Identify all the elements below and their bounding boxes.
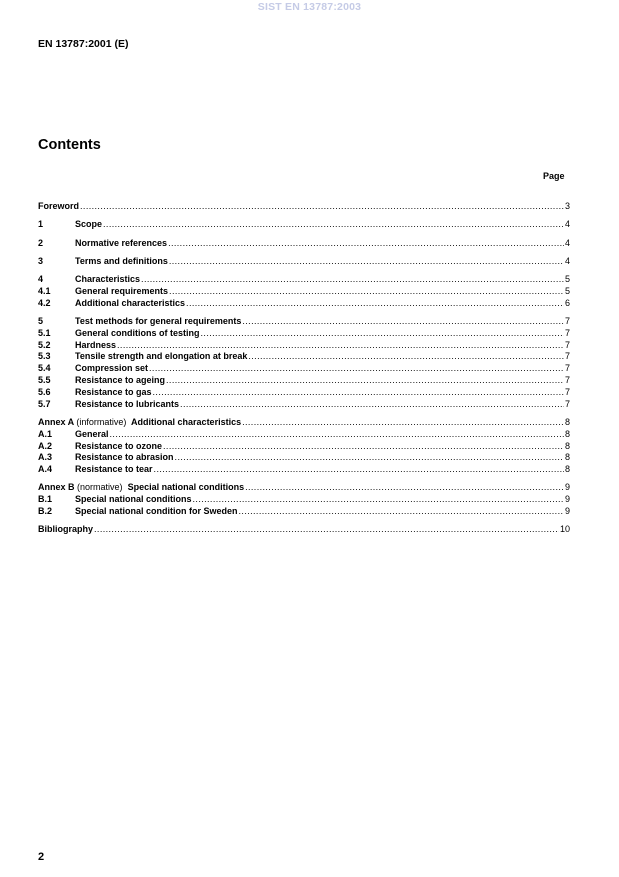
toc-entry-characteristics[interactable] bbox=[38, 274, 570, 286]
toc-leader-dots bbox=[242, 417, 564, 429]
toc-entry-additional-characteristics[interactable] bbox=[38, 298, 570, 310]
toc-entry-special-national-condition-sweden[interactable] bbox=[38, 506, 570, 518]
toc-leader-dots bbox=[149, 363, 564, 375]
toc-entry-title: General bbox=[75, 428, 109, 439]
toc-entry-scope[interactable] bbox=[38, 219, 570, 231]
toc-entry-number: B.2 bbox=[38, 506, 53, 517]
toc-entry-test-methods[interactable] bbox=[38, 316, 570, 328]
toc-leader-dots bbox=[166, 375, 564, 387]
toc-entry-page: 5 bbox=[564, 285, 570, 296]
toc-entry-hardness[interactable] bbox=[38, 340, 570, 352]
toc-entry-page: 10 bbox=[559, 524, 570, 535]
toc-leader-dots bbox=[168, 238, 564, 250]
toc-entry-page: 4 bbox=[564, 255, 570, 266]
toc-entry-page: 9 bbox=[564, 506, 570, 517]
annex-title: Additional characteristics bbox=[131, 416, 242, 427]
toc-entry-number: 5.3 bbox=[38, 351, 51, 362]
annex-note: (informative) bbox=[76, 416, 127, 427]
toc-entry-title: Compression set bbox=[75, 363, 149, 374]
toc-entry-page: 7 bbox=[564, 398, 570, 409]
toc-leader-dots bbox=[248, 351, 564, 363]
toc-entry-page: 8 bbox=[564, 416, 570, 427]
toc-entry-title: Bibliography bbox=[38, 524, 94, 535]
toc-entry-page: 7 bbox=[564, 316, 570, 327]
toc-entry-title: Characteristics bbox=[75, 274, 141, 285]
toc-entry-tensile-strength[interactable] bbox=[38, 351, 570, 363]
toc-leader-dots bbox=[242, 316, 564, 328]
toc-leader-dots bbox=[94, 524, 559, 536]
toc-entry-number: 4.2 bbox=[38, 297, 51, 308]
toc-leader-dots bbox=[80, 201, 564, 213]
toc-entry-title: Scope bbox=[75, 219, 103, 230]
toc-entry-number: A.1 bbox=[38, 428, 53, 439]
toc-entry-foreword[interactable] bbox=[38, 201, 570, 213]
toc-entry-number: 1 bbox=[38, 219, 44, 230]
toc-entry-number: 3 bbox=[38, 255, 44, 266]
toc-leader-dots bbox=[169, 256, 564, 268]
toc-entry-number: 5.5 bbox=[38, 375, 51, 386]
toc-entry-title: Tensile strength and elongation at break bbox=[75, 351, 248, 362]
toc-entry-number: 4.1 bbox=[38, 285, 51, 296]
toc-entry-compression-set[interactable] bbox=[38, 363, 570, 375]
toc-entry-number: A.3 bbox=[38, 452, 53, 463]
toc-entry-resistance-to-tear[interactable] bbox=[38, 464, 570, 476]
toc-entry-title: General conditions of testing bbox=[75, 327, 200, 338]
toc-entry-number: A.2 bbox=[38, 440, 53, 451]
contents-title: Contents bbox=[38, 137, 101, 153]
toc-entry-number: 2 bbox=[38, 237, 44, 248]
toc-entry-special-national-conditions[interactable] bbox=[38, 494, 570, 506]
toc-entry-page: 4 bbox=[564, 237, 570, 248]
toc-leader-dots bbox=[175, 452, 564, 464]
toc-entry-title: Resistance to abrasion bbox=[75, 452, 174, 463]
toc-leader-dots bbox=[154, 464, 564, 476]
toc-entry-page: 8 bbox=[564, 464, 570, 475]
toc-leader-dots bbox=[245, 482, 564, 494]
annex-title: Special national conditions bbox=[127, 482, 245, 493]
toc-entry-page: 5 bbox=[564, 274, 570, 285]
toc-entry-number: 5.4 bbox=[38, 363, 51, 374]
toc-entry-title: Terms and definitions bbox=[75, 255, 168, 266]
toc-entry-page: 3 bbox=[564, 201, 570, 211]
footer-page-number: 2 bbox=[38, 851, 45, 863]
toc-entry-number: 4 bbox=[38, 274, 44, 285]
toc-leader-dots bbox=[186, 298, 564, 310]
toc-entry-number: 5.7 bbox=[38, 398, 51, 409]
toc-entry-title: Test methods for general requirements bbox=[75, 316, 242, 327]
toc-leader-dots bbox=[103, 219, 564, 231]
toc-leader-dots bbox=[239, 506, 564, 518]
toc-entry-annex-a[interactable] bbox=[38, 417, 570, 429]
toc-entry-page: 7 bbox=[564, 375, 570, 386]
toc-entry-title: Resistance to ageing bbox=[75, 375, 166, 386]
annex-label: Annex A bbox=[38, 416, 74, 427]
toc-entry-resistance-to-ozone[interactable] bbox=[38, 441, 570, 453]
toc-entry-number: 5.1 bbox=[38, 327, 51, 338]
toc-entry-page: 7 bbox=[564, 351, 570, 362]
toc-entry-page: 8 bbox=[564, 452, 570, 463]
toc-leader-dots bbox=[169, 286, 564, 298]
toc-entry-general-conditions-of-testing[interactable] bbox=[38, 328, 570, 340]
toc-entry-title: Normative references bbox=[75, 237, 168, 248]
toc-leader-dots bbox=[110, 429, 564, 441]
toc-entry-resistance-to-lubricants[interactable] bbox=[38, 399, 570, 411]
toc-entry-normative-references[interactable] bbox=[38, 238, 570, 250]
toc-entry-title bbox=[38, 417, 241, 429]
toc-entry-page: 7 bbox=[564, 363, 570, 374]
toc-entry-title: Resistance to lubricants bbox=[75, 398, 180, 409]
toc-entry-number: 5 bbox=[38, 316, 44, 327]
toc-entry-number: 5.6 bbox=[38, 386, 51, 397]
toc-entry-page: 9 bbox=[564, 482, 570, 493]
toc-entry-title: Resistance to ozone bbox=[75, 440, 163, 451]
toc-entry-page: 7 bbox=[564, 339, 570, 350]
toc-entry-bibliography[interactable] bbox=[38, 524, 570, 536]
toc-entry-terms-and-definitions[interactable] bbox=[38, 256, 570, 268]
toc-entry-title: Resistance to gas bbox=[75, 386, 152, 397]
annex-note: (normative) bbox=[77, 482, 123, 493]
toc-entry-number: B.1 bbox=[38, 494, 53, 505]
toc-entry-title: Hardness bbox=[75, 339, 117, 350]
toc-leader-dots bbox=[153, 387, 564, 399]
toc-entry-annex-b[interactable] bbox=[38, 482, 570, 494]
toc-entry-page: 9 bbox=[564, 494, 570, 505]
toc-entry-annex-a-general[interactable] bbox=[38, 429, 570, 441]
toc-entry-resistance-to-abrasion[interactable] bbox=[38, 452, 570, 464]
toc-entry-title: Foreword bbox=[38, 201, 80, 211]
toc-entry-number: 5.2 bbox=[38, 339, 51, 350]
toc-entry-page: 7 bbox=[564, 327, 570, 338]
toc-entry-page: 8 bbox=[564, 428, 570, 439]
toc-entry-title: Additional characteristics bbox=[75, 297, 186, 308]
watermark: SIST EN 13787:2003 bbox=[257, 1, 362, 13]
toc-entry-number: A.4 bbox=[38, 464, 53, 475]
toc-leader-dots bbox=[180, 399, 564, 411]
toc-entry-title bbox=[38, 482, 244, 494]
toc-leader-dots bbox=[201, 328, 564, 340]
annex-label: Annex B bbox=[38, 482, 75, 493]
document-id: EN 13787:2001 (E) bbox=[38, 38, 129, 50]
toc-entry-page: 8 bbox=[564, 440, 570, 451]
toc-entry-title: Resistance to tear bbox=[75, 464, 153, 475]
toc-entry-title: Special national conditions bbox=[75, 494, 192, 505]
toc-entry-title: General requirements bbox=[75, 285, 169, 296]
page-column-label: Page bbox=[543, 171, 565, 181]
toc-entry-page: 4 bbox=[564, 219, 570, 230]
toc-leader-dots bbox=[193, 494, 564, 506]
toc-entry-general-requirements[interactable] bbox=[38, 286, 570, 298]
toc-leader-dots bbox=[141, 274, 564, 286]
toc-leader-dots bbox=[163, 441, 564, 453]
table-of-contents bbox=[38, 201, 570, 536]
toc-entry-resistance-to-gas[interactable] bbox=[38, 387, 570, 399]
toc-leader-dots bbox=[117, 340, 564, 352]
toc-entry-page: 6 bbox=[564, 297, 570, 308]
toc-entry-resistance-to-ageing[interactable] bbox=[38, 375, 570, 387]
toc-entry-page: 7 bbox=[564, 386, 570, 397]
toc-entry-title: Special national condition for Sweden bbox=[75, 506, 238, 517]
